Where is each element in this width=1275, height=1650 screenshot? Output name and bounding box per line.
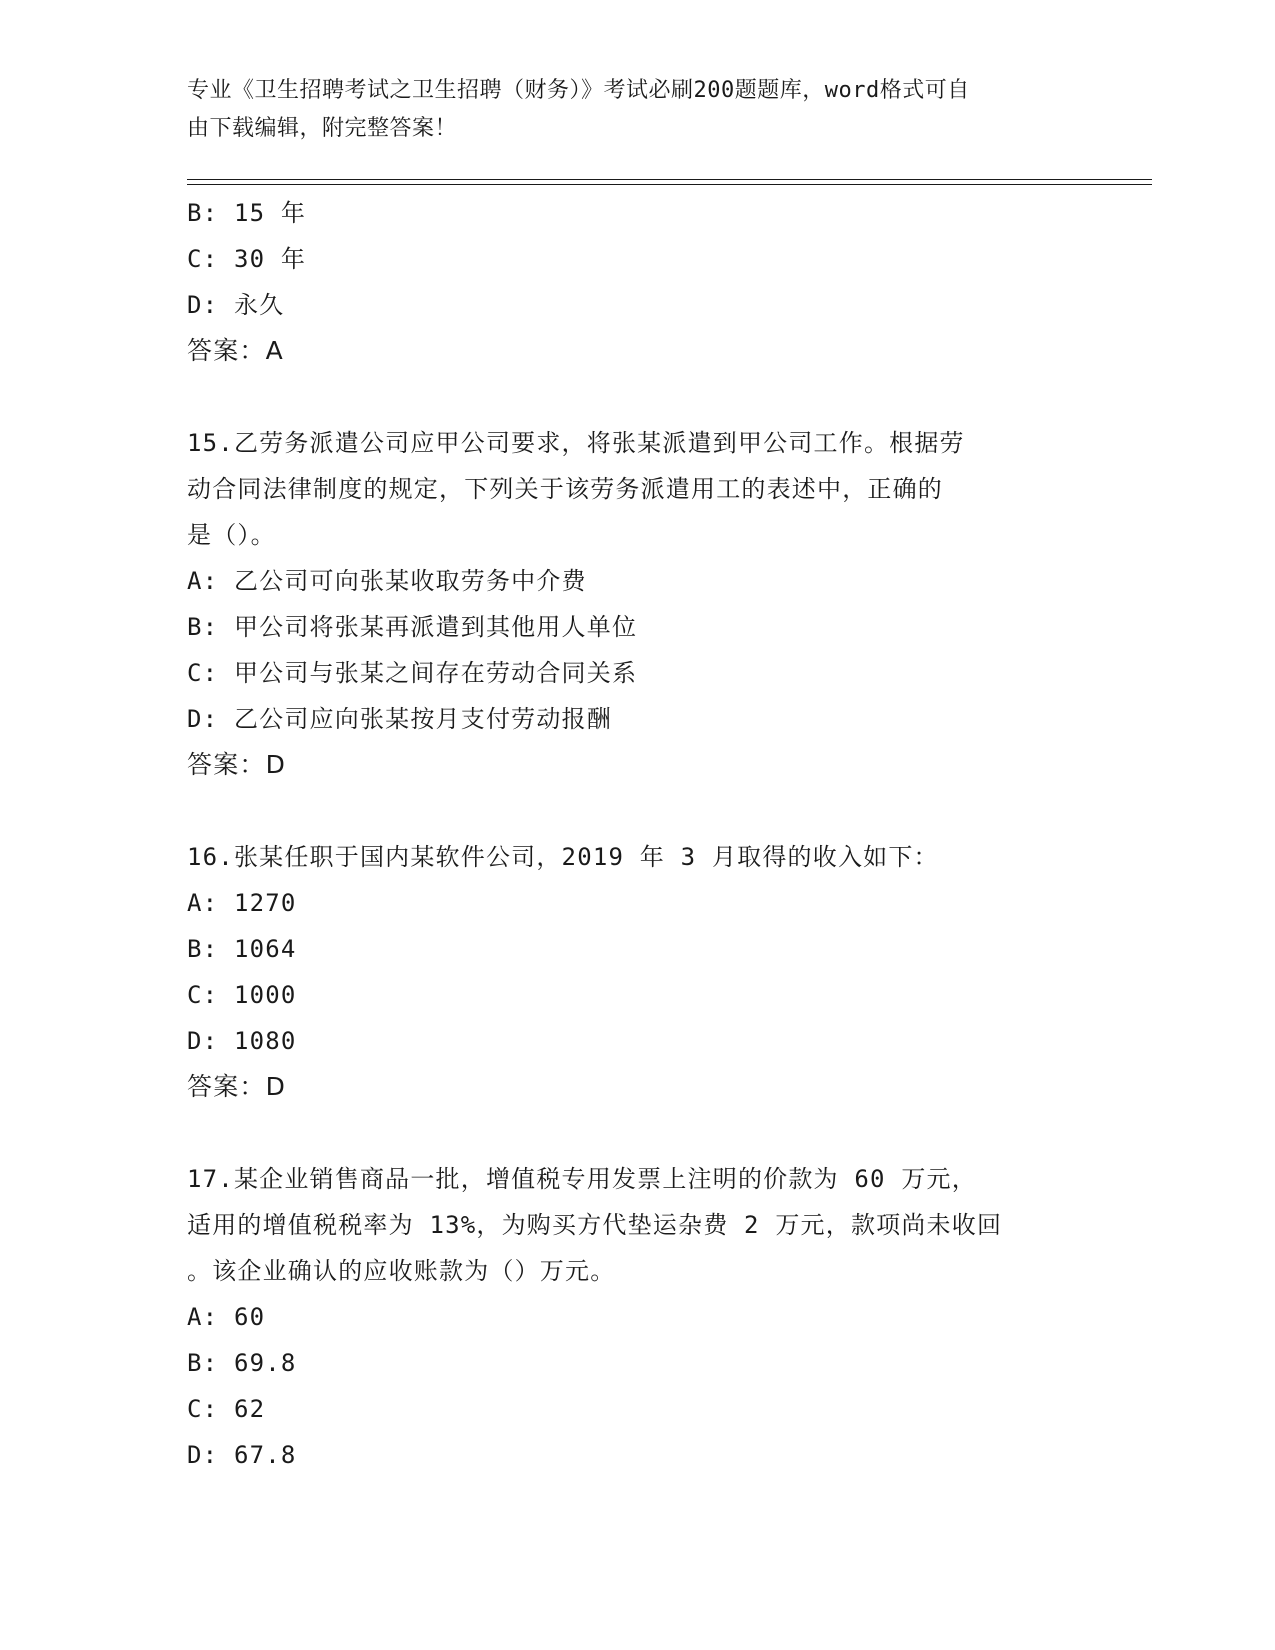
spacer: [187, 1110, 1087, 1156]
q17-stem-line-3: 。该企业确认的应收账款为（）万元。: [187, 1257, 616, 1285]
q17-stem-line-2: 适用的增值税税率为 13%，为购买方代垫运杂费 2 万元，款项尚未收回: [187, 1211, 1003, 1239]
question-17: [187, 1156, 1087, 1478]
q15-option-b: B: 甲公司将张某再派遣到其他用人单位: [187, 613, 638, 641]
q15-option-a: A: 乙公司可向张某收取劳务中介费: [187, 567, 587, 595]
spacer: [187, 374, 1087, 420]
q14-option-b: B: 15 年: [187, 199, 307, 227]
q15-stem-line-1: 15.乙劳务派遣公司应甲公司要求，将张某派遣到甲公司工作。根据劳: [187, 429, 965, 457]
question-16: [187, 834, 1087, 1110]
document-body: [187, 190, 1087, 1478]
q15-stem-line-3: 是（）。: [187, 521, 276, 549]
q16-option-b: B: 1064: [187, 935, 297, 963]
q14-option-d: D: 永久: [187, 291, 285, 319]
q14-answer: 答案：A: [187, 336, 284, 365]
q15-stem-line-2: 动合同法律制度的规定，下列关于该劳务派遣用工的表述中，正确的: [187, 475, 943, 503]
q14-option-c: C: 30 年: [187, 245, 307, 273]
q17-option-a: A: 60: [187, 1303, 266, 1331]
q17-option-c: C: 62: [187, 1395, 266, 1423]
header-line-1: 专业《卫生招聘考试之卫生招聘（财务）》考试必刷200题题库，word格式可自: [187, 78, 970, 103]
document-header: [187, 72, 1067, 148]
q16-option-a: A: 1270: [187, 889, 297, 917]
q15-option-c: C: 甲公司与张某之间存在劳动合同关系: [187, 659, 638, 687]
q16-answer: 答案：D: [187, 1072, 287, 1101]
q15-option-d: D: 乙公司应向张某按月支付劳动报酬: [187, 705, 612, 733]
q16-stem-line-1: 16.张某任职于国内某软件公司，2019 年 3 月取得的收入如下：: [187, 843, 939, 871]
q16-option-c: C: 1000: [187, 981, 297, 1009]
question-15: [187, 420, 1087, 788]
q17-option-b: B: 69.8: [187, 1349, 297, 1377]
q17-option-d: D: 67.8: [187, 1441, 297, 1469]
question-14-tail: [187, 190, 1087, 374]
header-rule-bottom: [187, 184, 1152, 185]
spacer: [187, 788, 1087, 834]
header-rule-top: [187, 179, 1152, 180]
q15-answer: 答案：D: [187, 750, 287, 779]
q17-stem-line-1: 17.某企业销售商品一批，增值税专用发票上注明的价款为 60 万元，: [187, 1165, 977, 1193]
header-line-2: 由下载编辑，附完整答案！: [187, 116, 458, 141]
q16-option-d: D: 1080: [187, 1027, 297, 1055]
